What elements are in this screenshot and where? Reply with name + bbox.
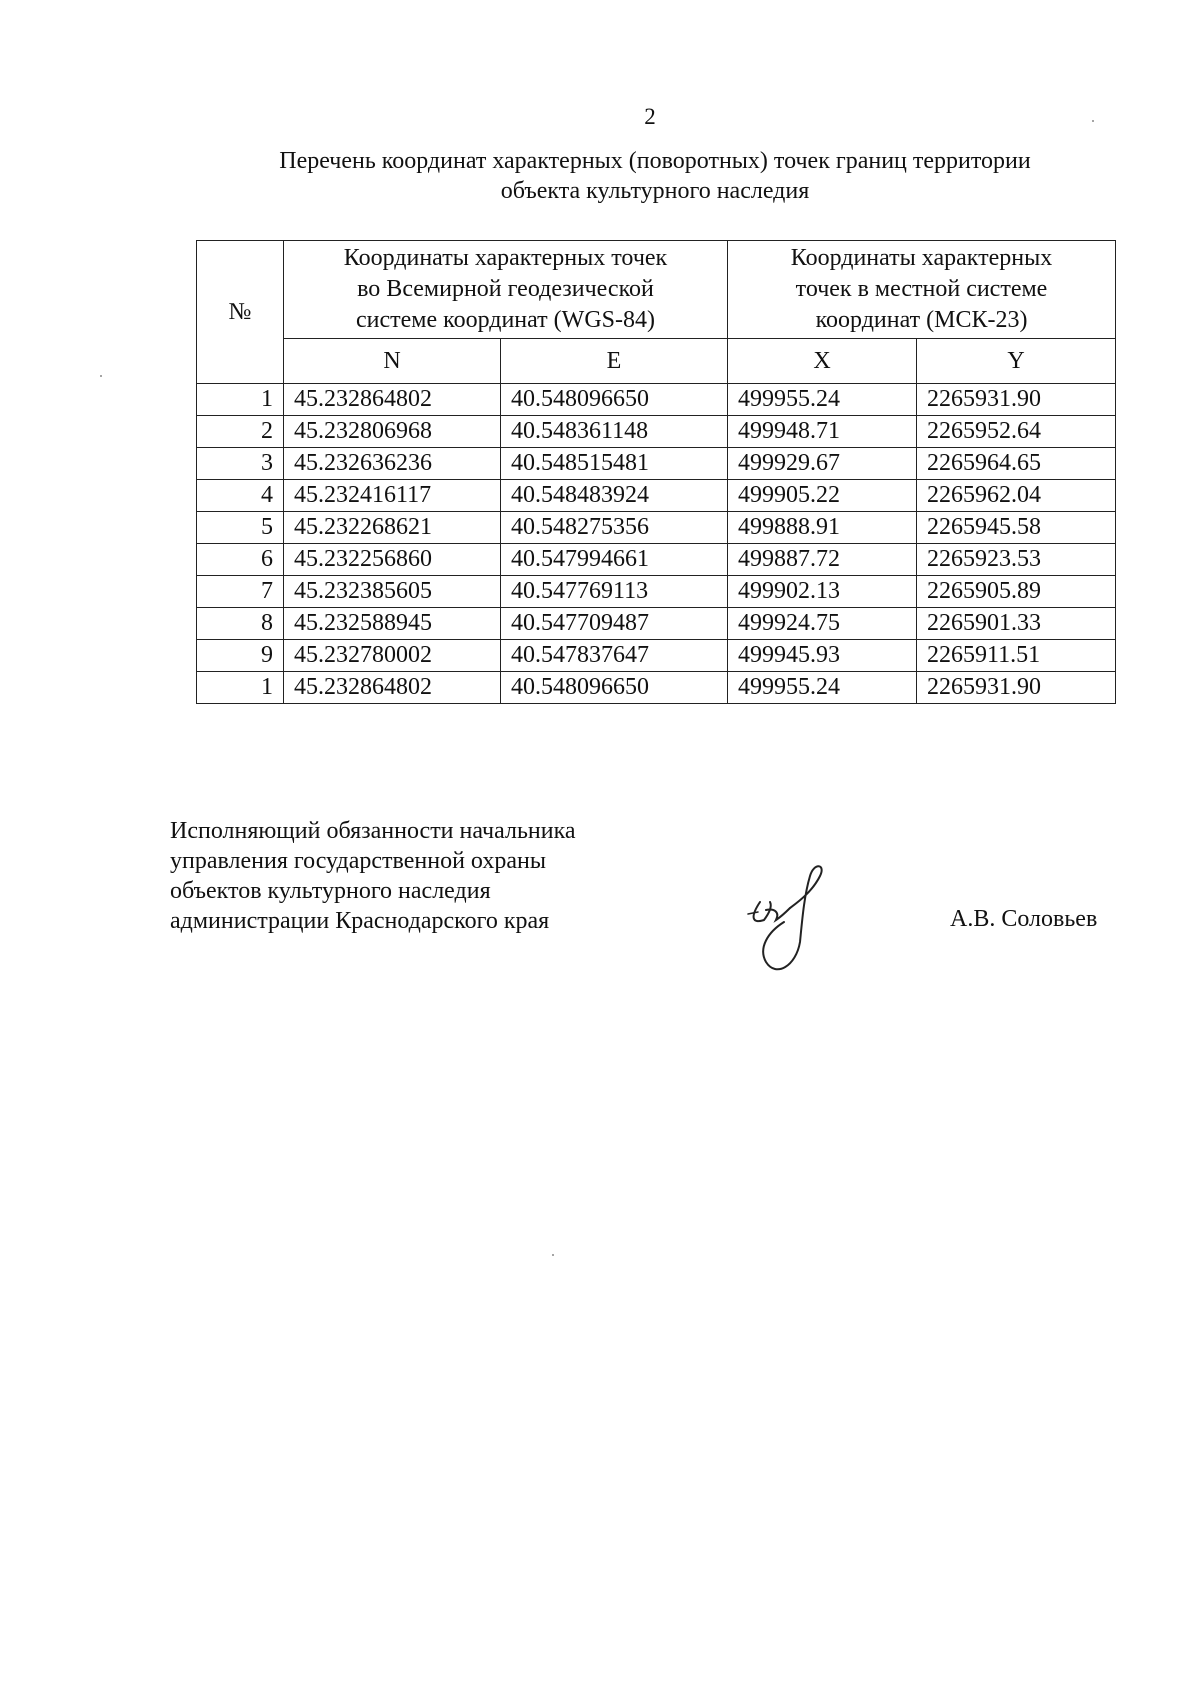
- cell-x: 499945.93: [728, 640, 917, 672]
- row-number: 7: [197, 576, 284, 608]
- cell-y: 2265923.53: [917, 544, 1116, 576]
- header-msk23-line-3: координат (МСК-23): [815, 307, 1028, 333]
- cell-x: 499955.24: [728, 672, 917, 704]
- title-line-1: Перечень координат характерных (поворотных) точек границ территории: [279, 148, 1031, 174]
- cell-e: 40.548096650: [501, 384, 728, 416]
- coordinates-table: [196, 240, 1116, 704]
- scan-speck: [100, 375, 102, 377]
- header-wgs84-line-1: Координаты характерных точек: [343, 245, 668, 271]
- cell-y: 2265952.64: [917, 416, 1116, 448]
- header-wgs84-line-2: во Всемирной геодезической: [357, 276, 654, 302]
- cell-y: 2265905.89: [917, 576, 1116, 608]
- table-row: [197, 608, 1116, 640]
- table-row: [197, 512, 1116, 544]
- row-number: 4: [197, 480, 284, 512]
- scan-speck: [1092, 120, 1094, 122]
- cell-x: 499929.67: [728, 448, 917, 480]
- table-row: [197, 544, 1116, 576]
- cell-e: 40.547837647: [501, 640, 728, 672]
- header-number: №: [197, 241, 284, 384]
- table-row: [197, 576, 1116, 608]
- cell-e: 40.547709487: [501, 608, 728, 640]
- header-wgs84-line-3: системе координат (WGS-84): [356, 307, 655, 333]
- cell-e: 40.547994661: [501, 544, 728, 576]
- row-number: 1: [197, 384, 284, 416]
- cell-x: 499888.91: [728, 512, 917, 544]
- cell-y: 2265901.33: [917, 608, 1116, 640]
- cell-e: 40.548361148: [501, 416, 728, 448]
- page-number: 2: [644, 104, 656, 129]
- subheader-n: N: [284, 339, 501, 384]
- cell-n: 45.232385605: [284, 576, 501, 608]
- header-msk23: [728, 241, 1116, 339]
- cell-y: 2265931.90: [917, 672, 1116, 704]
- handwritten-signature: [740, 862, 850, 982]
- cell-y: 2265931.90: [917, 384, 1116, 416]
- position-line-3: объектов культурного наследия: [170, 878, 491, 904]
- cell-e: 40.548515481: [501, 448, 728, 480]
- cell-x: 499948.71: [728, 416, 917, 448]
- position-line-2: управления государственной охраны: [170, 848, 546, 874]
- cell-n: 45.232588945: [284, 608, 501, 640]
- cell-e: 40.548096650: [501, 672, 728, 704]
- subheader-e: E: [501, 339, 728, 384]
- table-row: [197, 416, 1116, 448]
- cell-n: 45.232806968: [284, 416, 501, 448]
- cell-n: 45.232416117: [284, 480, 501, 512]
- signer-name: А.В. Соловьев: [950, 906, 1098, 932]
- cell-n: 45.232864802: [284, 384, 501, 416]
- subheader-y: Y: [917, 339, 1116, 384]
- cell-y: 2265945.58: [917, 512, 1116, 544]
- header-msk23-line-2: точек в местной системе: [795, 276, 1048, 302]
- scan-speck: [552, 1254, 554, 1256]
- row-number: 6: [197, 544, 284, 576]
- position-line-1: Исполняющий обязанности начальника: [170, 818, 576, 844]
- cell-y: 2265911.51: [917, 640, 1116, 672]
- document-title: [180, 146, 1130, 206]
- table-row: [197, 448, 1116, 480]
- position-line-4: администрации Краснодарского края: [170, 908, 550, 934]
- cell-x: 499924.75: [728, 608, 917, 640]
- cell-n: 45.232864802: [284, 672, 501, 704]
- row-number: 8: [197, 608, 284, 640]
- row-number: 9: [197, 640, 284, 672]
- cell-e: 40.548275356: [501, 512, 728, 544]
- signer-position: [170, 816, 576, 936]
- cell-x: 499902.13: [728, 576, 917, 608]
- table-row: [197, 640, 1116, 672]
- cell-y: 2265964.65: [917, 448, 1116, 480]
- cell-n: 45.232780002: [284, 640, 501, 672]
- cell-e: 40.548483924: [501, 480, 728, 512]
- cell-x: 499905.22: [728, 480, 917, 512]
- cell-x: 499887.72: [728, 544, 917, 576]
- cell-x: 499955.24: [728, 384, 917, 416]
- row-number: 3: [197, 448, 284, 480]
- header-msk23-line-1: Координаты характерных: [790, 245, 1053, 271]
- table-row: [197, 480, 1116, 512]
- header-wgs84: [284, 241, 728, 339]
- row-number: 5: [197, 512, 284, 544]
- row-number: 1: [197, 672, 284, 704]
- table-row: [197, 672, 1116, 704]
- table-row: [197, 384, 1116, 416]
- cell-n: 45.232256860: [284, 544, 501, 576]
- row-number: 2: [197, 416, 284, 448]
- cell-e: 40.547769113: [501, 576, 728, 608]
- cell-y: 2265962.04: [917, 480, 1116, 512]
- subheader-x: X: [728, 339, 917, 384]
- cell-n: 45.232268621: [284, 512, 501, 544]
- cell-n: 45.232636236: [284, 448, 501, 480]
- title-line-2: объекта культурного наследия: [500, 178, 810, 204]
